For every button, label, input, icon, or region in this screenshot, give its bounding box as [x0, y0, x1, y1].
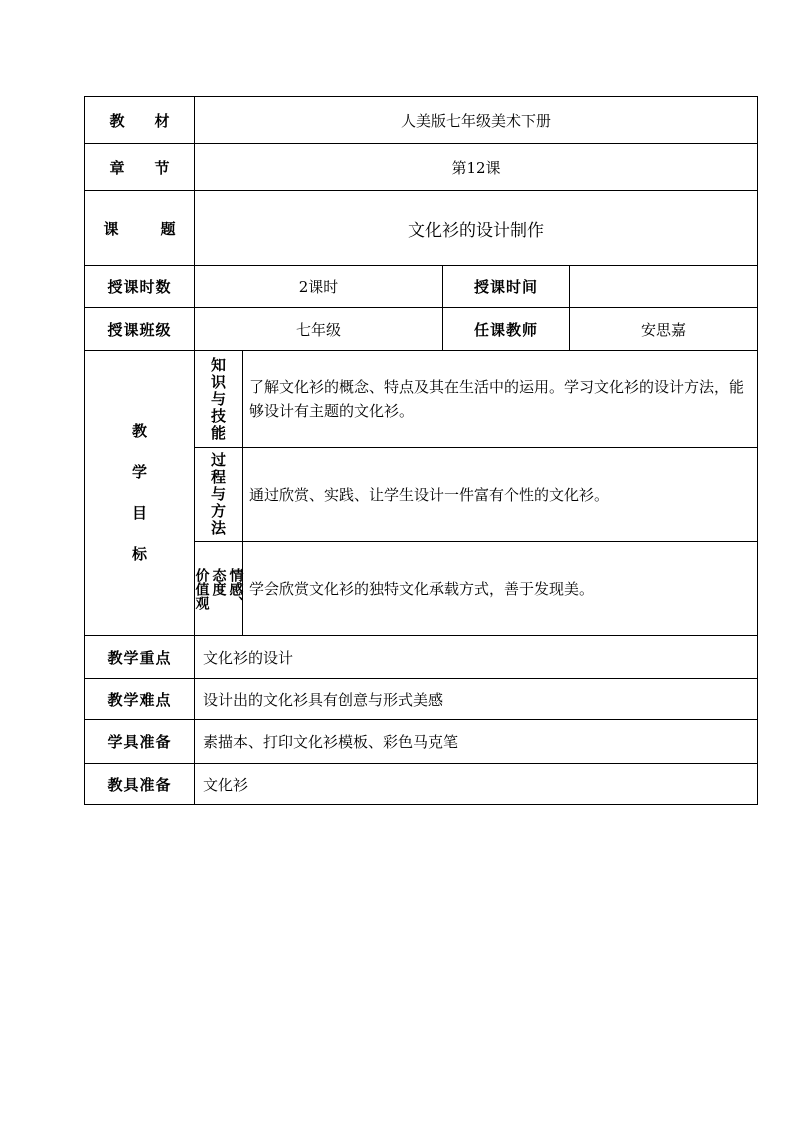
chapter-value: 第12课	[195, 144, 758, 191]
difficulty-value: 设计出的文化衫具有创意与形式美感	[195, 679, 758, 720]
lesson-plan	[84, 96, 757, 805]
topic-row	[85, 191, 758, 266]
goal-label-attitude	[195, 542, 243, 636]
teacher-label: 任课教师	[443, 308, 570, 351]
hours-row	[85, 266, 758, 308]
key-point-label: 教学重点	[85, 636, 195, 679]
teacher-value: 安思嘉	[570, 308, 758, 351]
chapter-row	[85, 144, 758, 191]
class-value: 七年级	[195, 308, 443, 351]
key-point-value: 文化衫的设计	[195, 636, 758, 679]
student-prep-label: 学具准备	[85, 720, 195, 764]
textbook-row	[85, 97, 758, 144]
chapter-label: 章 节	[85, 144, 195, 191]
lesson-plan-table	[84, 96, 758, 805]
goal-text-process: 通过欣赏、实践、让学生设计一件富有个性的文化衫。	[243, 448, 758, 542]
goal-text-knowledge: 了解文化衫的概念、特点及其在生活中的运用。学习文化衫的设计方法，能够设计有主题的文化衫。	[243, 351, 758, 448]
difficulty-label: 教学难点	[85, 679, 195, 720]
teacher-prep-row	[85, 764, 758, 805]
topic-value: 文化衫的设计制作	[195, 191, 758, 266]
textbook-value: 人美版七年级美术下册	[195, 97, 758, 144]
goal-label-attitude-col2: 态度	[210, 567, 227, 596]
hours-value: 2课时	[195, 266, 443, 308]
teaching-goals-label: 教 学 目 标	[85, 351, 195, 636]
topic-label: 课 题	[85, 191, 195, 266]
time-label: 授课时间	[443, 266, 570, 308]
goal-label-attitude-col3: 价值观	[193, 567, 210, 610]
goal-label-knowledge: 知 识 与 技 能	[195, 351, 243, 448]
student-prep-value: 素描本、打印文化衫模板、彩色马克笔	[195, 720, 758, 764]
key-point-row	[85, 636, 758, 679]
class-label: 授课班级	[85, 308, 195, 351]
teacher-prep-label: 教具准备	[85, 764, 195, 805]
difficulty-row	[85, 679, 758, 720]
class-row	[85, 308, 758, 351]
goal-label-process: 过 程 与 方 法	[195, 448, 243, 542]
teacher-prep-value: 文化衫	[195, 764, 758, 805]
goal-text-attitude: 学会欣赏文化衫的独特文化承载方式，善于发现美。	[243, 542, 758, 636]
time-value	[570, 266, 758, 308]
hours-label: 授课时数	[85, 266, 195, 308]
goal-label-attitude-col1: 情感、	[227, 567, 244, 610]
student-prep-row	[85, 720, 758, 764]
textbook-label: 教 材	[85, 97, 195, 144]
goal-row-knowledge	[85, 351, 758, 448]
